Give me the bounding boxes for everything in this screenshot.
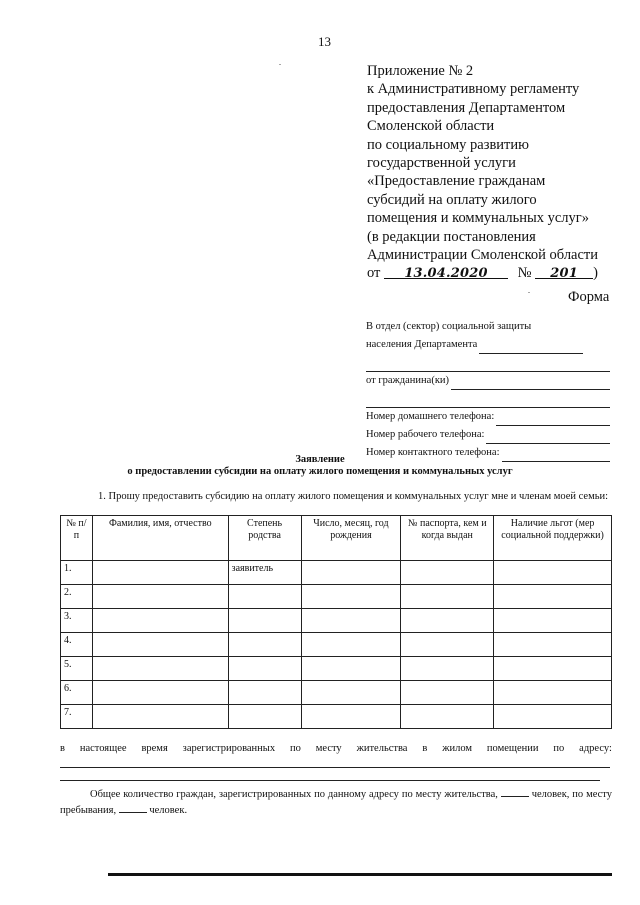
table-cell[interactable] bbox=[228, 705, 301, 729]
table-cell[interactable] bbox=[401, 633, 494, 657]
appendix-line: Администрации Смоленской области bbox=[367, 247, 599, 264]
family-members-table bbox=[60, 515, 612, 729]
address-field-line-1[interactable] bbox=[60, 767, 610, 768]
appendix-lines bbox=[367, 62, 632, 264]
count-paragraph bbox=[60, 786, 612, 818]
blank-field[interactable] bbox=[366, 359, 610, 372]
home-phone-field[interactable] bbox=[496, 413, 610, 426]
address-intro-word: зарегистрированных bbox=[182, 743, 276, 754]
residence-count-field[interactable] bbox=[501, 786, 529, 797]
table-row bbox=[61, 681, 612, 705]
address-field-line-2[interactable] bbox=[60, 780, 600, 781]
table-row bbox=[61, 585, 612, 609]
address-intro-word: в bbox=[422, 743, 428, 754]
address-intro-word: настоящее bbox=[79, 743, 127, 754]
appendix-header bbox=[367, 62, 632, 283]
table-header-cell: Наличие льгот (мер социальной поддержки) bbox=[494, 516, 612, 561]
table-row bbox=[61, 561, 612, 585]
table-cell[interactable] bbox=[301, 561, 401, 585]
appendix-line: Приложение № 2 bbox=[367, 63, 474, 79]
table-header-cell: № паспорта, кем и когда выдан bbox=[401, 516, 494, 561]
blank-field[interactable] bbox=[366, 395, 610, 408]
handwritten-date: 13.04.2020 bbox=[404, 266, 488, 282]
table-cell[interactable] bbox=[92, 609, 228, 633]
table-cell[interactable] bbox=[92, 633, 228, 657]
table-cell[interactable] bbox=[92, 705, 228, 729]
count-text-2: человек, по месту пребывания, bbox=[60, 789, 612, 816]
table-cell[interactable] bbox=[401, 585, 494, 609]
stay-count-field[interactable] bbox=[119, 802, 147, 813]
table-cell[interactable] bbox=[228, 585, 301, 609]
from-citizen-label: от гражданина(ки) bbox=[366, 375, 450, 386]
table-header-row bbox=[61, 516, 612, 561]
number-field bbox=[535, 264, 593, 282]
table-cell[interactable] bbox=[494, 609, 612, 633]
table-cell[interactable] bbox=[401, 561, 494, 585]
from-citizen-field[interactable] bbox=[451, 377, 610, 390]
table-cell[interactable] bbox=[494, 657, 612, 681]
table-row bbox=[61, 657, 612, 681]
blank-line bbox=[366, 390, 610, 408]
table-cell[interactable] bbox=[228, 681, 301, 705]
table-cell[interactable] bbox=[494, 561, 612, 585]
address-intro-word: по bbox=[289, 743, 301, 754]
row-number-cell: 2. bbox=[61, 585, 93, 609]
row-number-cell: 6. bbox=[61, 681, 93, 705]
address-intro-word: помещении bbox=[486, 743, 539, 754]
page-number: 13 bbox=[318, 34, 331, 49]
count-text-3: человек. bbox=[149, 805, 188, 816]
table-cell[interactable] bbox=[301, 609, 401, 633]
table-cell[interactable] bbox=[228, 609, 301, 633]
document-title: Заявление bbox=[295, 454, 345, 465]
table-cell[interactable] bbox=[92, 681, 228, 705]
address-intro-word: жительства bbox=[356, 743, 408, 754]
appendix-line: предоставления Департаментом bbox=[367, 99, 566, 116]
address-intro-word: адресу: bbox=[579, 743, 612, 754]
scan-speck: . bbox=[528, 286, 530, 295]
table-cell[interactable] bbox=[494, 633, 612, 657]
request-paragraph: 1. Прошу предоставить субсидию на оплату жилого помещения и коммунальных услуг мне и членам моей семьи: bbox=[98, 491, 609, 502]
address-paragraph bbox=[60, 743, 612, 754]
address-intro-word: жилом bbox=[442, 743, 473, 754]
department-field[interactable] bbox=[479, 341, 583, 354]
address-intro-line bbox=[60, 743, 612, 754]
table-header-cell: Фамилия, имя, отчество bbox=[92, 516, 228, 561]
table-header-cell: № п/п bbox=[61, 516, 93, 561]
table-row bbox=[61, 705, 612, 729]
handwritten-number: 201 bbox=[550, 266, 578, 282]
number-sign: № bbox=[517, 265, 532, 282]
table-body bbox=[61, 561, 612, 729]
table-header-cell: Степень родства bbox=[228, 516, 301, 561]
blank-line bbox=[366, 354, 610, 372]
to-department-label: В отдел (сектор) социальной защиты bbox=[366, 321, 532, 332]
table-cell[interactable] bbox=[301, 681, 401, 705]
table-header-cell: Число, месяц, год рождения bbox=[301, 516, 401, 561]
home-phone-label: Номер домашнего телефона: bbox=[366, 411, 495, 422]
table-cell[interactable] bbox=[92, 657, 228, 681]
department-label: населения Департамента bbox=[366, 339, 478, 350]
address-intro-word: месту bbox=[315, 743, 342, 754]
bottom-rule bbox=[108, 873, 612, 876]
address-intro-word: в bbox=[60, 743, 65, 754]
table-cell[interactable] bbox=[301, 705, 401, 729]
table-cell[interactable] bbox=[92, 585, 228, 609]
table-cell[interactable] bbox=[301, 633, 401, 657]
appendix-line: Смоленской области bbox=[367, 118, 495, 135]
table-cell[interactable] bbox=[494, 705, 612, 729]
table-cell[interactable] bbox=[401, 705, 494, 729]
home-phone-line bbox=[366, 408, 610, 426]
table-cell[interactable]: заявитель bbox=[228, 561, 301, 585]
appendix-line: государственной услуги bbox=[367, 155, 516, 172]
table-cell[interactable] bbox=[301, 657, 401, 681]
date-field bbox=[384, 264, 508, 282]
close-paren: ) bbox=[593, 265, 598, 282]
from-prefix: от bbox=[367, 265, 381, 282]
table-row bbox=[61, 633, 612, 657]
row-number-cell: 1. bbox=[61, 561, 93, 585]
table-cell[interactable] bbox=[401, 657, 494, 681]
contact-phone-label: Номер контактного телефона: bbox=[366, 447, 500, 458]
count-text-1: Общее количество граждан, зарегистрированных по данному адресу по месту жительства, bbox=[90, 789, 498, 800]
table-cell[interactable] bbox=[401, 609, 494, 633]
appendix-date-number-line bbox=[367, 264, 632, 282]
row-number-cell: 4. bbox=[61, 633, 93, 657]
table-cell[interactable] bbox=[494, 681, 612, 705]
table-row bbox=[61, 609, 612, 633]
to-department-line bbox=[366, 318, 610, 336]
table-cell[interactable] bbox=[228, 633, 301, 657]
form-label: Форма bbox=[568, 289, 610, 305]
table-cell[interactable] bbox=[301, 585, 401, 609]
work-phone-label: Номер рабочего телефона: bbox=[366, 429, 485, 440]
appendix-line: по социальному развитию bbox=[367, 136, 529, 153]
appendix-line: помещения и коммунальных услуг» bbox=[367, 210, 589, 227]
work-phone-line bbox=[366, 426, 610, 444]
row-number-cell: 7. bbox=[61, 705, 93, 729]
table-cell[interactable] bbox=[228, 657, 301, 681]
table-cell[interactable] bbox=[92, 561, 228, 585]
address-intro-word: время bbox=[141, 743, 168, 754]
row-number-cell: 5. bbox=[61, 657, 93, 681]
addressee-block bbox=[366, 318, 610, 462]
appendix-line: субсидий на оплату жилого bbox=[367, 191, 537, 208]
department-line bbox=[366, 336, 610, 354]
appendix-line: к Административному регламенту bbox=[367, 81, 580, 98]
document-subtitle: о предоставлении субсидии на оплату жилого помещения и коммунальных услуг bbox=[127, 466, 513, 477]
work-phone-field[interactable] bbox=[486, 431, 610, 444]
address-intro-word: по bbox=[553, 743, 565, 754]
from-citizen-line bbox=[366, 372, 610, 390]
table-cell[interactable] bbox=[401, 681, 494, 705]
scan-speck: . bbox=[279, 58, 281, 67]
appendix-line: «Предоставление гражданам bbox=[367, 173, 546, 190]
appendix-line: (в редакции постановления bbox=[367, 228, 536, 245]
row-number-cell: 3. bbox=[61, 609, 93, 633]
table-cell[interactable] bbox=[494, 585, 612, 609]
